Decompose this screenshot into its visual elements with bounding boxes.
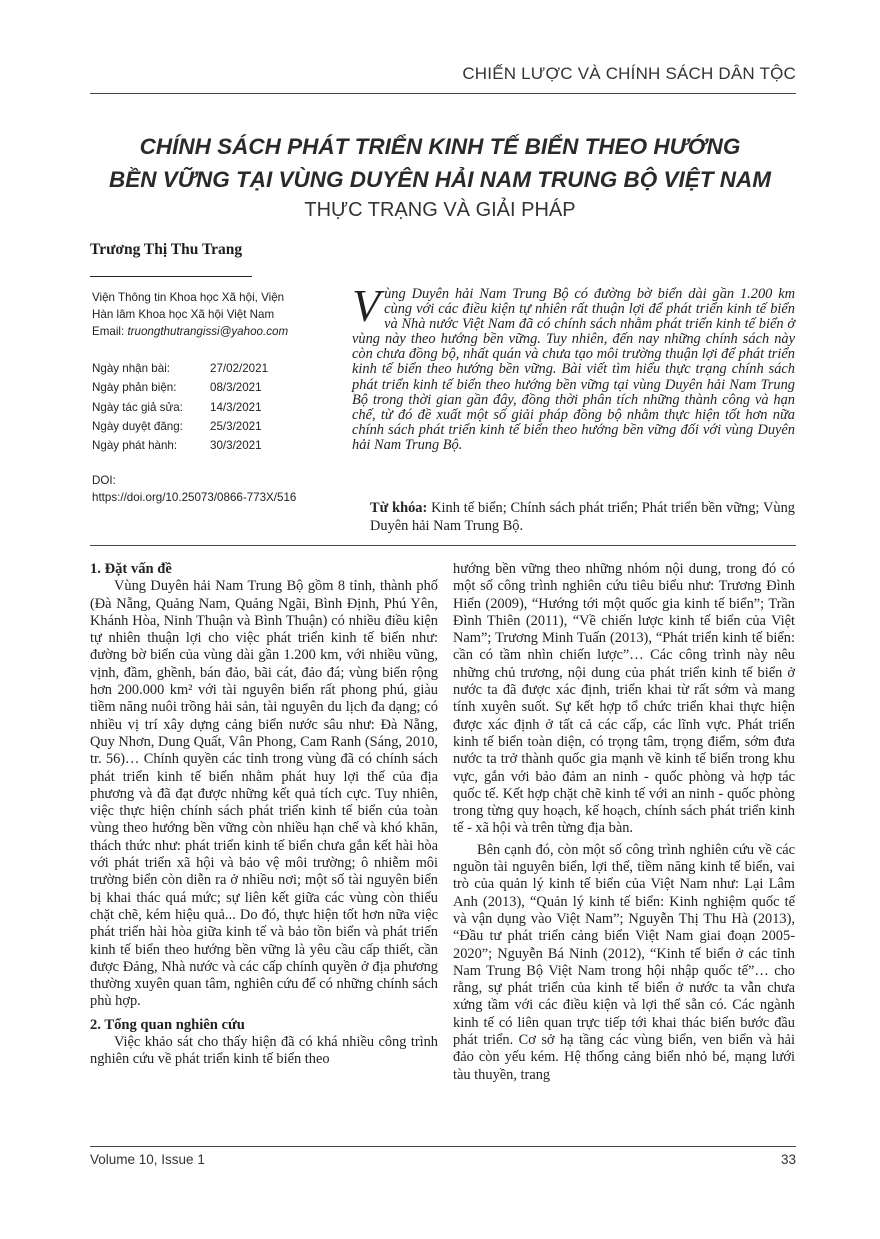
email-value[interactable]: truongthutrangissi@yahoo.com xyxy=(127,325,289,339)
abstract xyxy=(352,280,795,453)
author-divider xyxy=(90,276,252,277)
doi-link[interactable]: https://doi.org/10.25073/0866-773X/516 xyxy=(92,491,297,504)
page-number: 33 xyxy=(780,1152,796,1167)
date-label: Ngày duyệt đăng: xyxy=(92,419,183,433)
section-2-paragraph-2: Bên cạnh đó, còn một số công trình nghiên cứu về các nguồn tài nguyên biển, lợi thế, tiềm năng kinh tế biển, vai trò của quản lý kinh tế biển của Việt Nam như: Lại Lâm Anh (2013), “Quản lý kinh tế biển: Kinh nghiệm quốc tế và vận dụng vào Việt Nam”; Nguyễn Thị Thu Hà (2013), “Đầu tư phát triển cảng biển Việt Nam giai đoạn 2005-2020”; Nguyễn Bá Ninh (2012), “Kinh tế biển ở các tỉnh Nam Trung Bộ Việt Nam trong hội nhập quốc tế”… cho rằng, sự phát triển của kinh tế biển ở nước ta vẫn chưa xứng tầm với các điều kiện và lợi thế sẵn có. Các ngành kinh tế có liên quan trực tiếp tới khai thác biển bước đầu phát triển. Cơ sở hạ tầng các vùng biển, ven biển và hải đảo còn yếu kém. Hệ thống cảng biển nhỏ bé, mạng lưới tàu thuyền, trang xyxy=(453,841,795,1083)
date-row xyxy=(92,378,342,397)
affiliation-line-2: Hàn lâm Khoa học Xã hội Việt Nam xyxy=(92,308,275,322)
section-header: CHIẾN LƯỢC VÀ CHÍNH SÁCH DÂN TỘC xyxy=(462,64,796,83)
email-label: Email: xyxy=(92,325,125,339)
header-divider xyxy=(90,93,796,94)
keywords xyxy=(370,500,795,535)
section-1-heading: 1. Đặt vấn đề xyxy=(90,561,172,577)
keywords-text: Kinh tế biển; Chính sách phát triển; Phát triển bền vững; Vùng Duyên hải Nam Trung Bộ. xyxy=(370,500,795,534)
affiliation-line-1: Viện Thông tin Khoa học Xã hội, Viện xyxy=(92,291,285,304)
keywords-label: Từ khóa: xyxy=(370,500,428,516)
date-row xyxy=(92,417,342,436)
date-row xyxy=(92,359,342,378)
body-column-left xyxy=(90,561,438,1069)
date-row xyxy=(92,398,342,417)
abstract-dropcap: V xyxy=(352,280,381,331)
date-row xyxy=(92,436,342,455)
date-value: 25/3/2021 xyxy=(210,419,262,433)
date-value: 14/3/2021 xyxy=(210,400,262,414)
date-label: Ngày phản biện: xyxy=(92,381,177,395)
author-name: Trương Thị Thu Trang xyxy=(90,241,243,258)
title-line-1: CHÍNH SÁCH PHÁT TRIỂN KINH TẾ BIỂN THEO HƯỚNG xyxy=(139,134,741,159)
article-dates xyxy=(92,359,342,455)
author-email xyxy=(92,323,342,340)
section-2-heading: 2. Tổng quan nghiên cứu xyxy=(90,1016,245,1033)
article-title xyxy=(60,130,820,196)
date-label: Ngày phát hành: xyxy=(92,439,178,453)
footer-volume: Volume 10, Issue 1 xyxy=(90,1152,205,1167)
article-subtitle: THỰC TRẠNG VÀ GIẢI PHÁP xyxy=(304,199,576,221)
date-label: Ngày tác giả sửa: xyxy=(92,400,183,414)
body-divider xyxy=(90,545,796,546)
section-2-paragraph-continued: hướng bền vững theo những nhóm nội dung, trong đó có một số công trình nghiên cứu tiêu biểu như: Trương Đình Hiển (2009), “Hướng tới một quốc gia kinh tế biển”; Trần Đình Thiên (2011), “Về chiến lược kinh tế biển của Việt Nam”; Trương Minh Tuấn (2013), “Phát triển kinh tế biển: cần có tầm nhìn chiến lược”… Các công trình này nêu những chủ trương, nội dung của phát triển kinh tế biển ở nước ta đã được xác định, triển khai từ rất sớm và mang tính xuyên suốt. Sự kết hợp tổ chức triển khai thực hiện được xác định ở tất cả các cấp, các lĩnh vực. Phát triển kinh tế biển toàn diện, có trọng tâm, trọng điểm, sớm đưa nước ta trở thành quốc gia mạnh về kinh tế biển trong khu vực, gắn với bảo đảm an ninh - quốc phòng và hợp tác quốc tế. Kết hợp chặt chẽ kinh tế với an ninh - quốc phòng trong từng quy hoạch, kế hoạch, chính sách phát triển kinh tế - xã hội và trên từng địa bàn. xyxy=(453,561,795,837)
section-2-paragraph: Việc khảo sát cho thấy hiện đã có khá nhiều công trình nghiên cứu về phát triển kinh tế biển theo xyxy=(90,1034,438,1068)
date-value: 27/02/2021 xyxy=(210,362,269,375)
date-value: 08/3/2021 xyxy=(210,381,262,395)
affiliation xyxy=(92,289,342,341)
doi-block xyxy=(92,472,352,506)
date-value: 30/3/2021 xyxy=(210,439,262,453)
date-label: Ngày nhận bài: xyxy=(92,362,170,375)
abstract-text: ùng Duyên hải Nam Trung Bộ có đường bờ biển dài gần 1.200 km cùng với các điều kiện tự nhiên rất thuận lợi để phát triển kinh tế biển và Nhà nước Việt Nam đã có chính sách nhằm phát triển kinh tế biển ở vùng này theo hướng bền vững. Tuy nhiên, đến nay những chính sách này còn chưa đồng bộ, nhất quán và chưa tạo môi trường thuận lợi để phát triển kinh tế biển theo hướng bền vững. Bài viết tìm hiểu thực trạng chính sách phát triển kinh tế biển theo hướng bền vững tại vùng Duyên hải Nam Trung Bộ trong thời gian gần đây, đồng thời phân tích những thành công và hạn chế, từ đó đề xuất một số giải pháp đồng bộ nhằm thực hiện tốt hơn nữa chính sách phát triển kinh tế biển theo hướng bền vững đối với vùng Duyên hải Nam Trung Bộ. xyxy=(352,286,795,453)
doi-label: DOI: xyxy=(92,474,116,487)
body-column-right xyxy=(453,561,795,1084)
section-1-paragraph: Vùng Duyên hải Nam Trung Bộ gồm 8 tỉnh, thành phố (Đà Nẵng, Quảng Nam, Quảng Ngãi, Bình Định, Phú Yên, Khánh Hòa, Ninh Thuận và Bình Thuận) có nhiều điều kiện tự nhiên thuận lợi cho việc phát triển kinh tế biển như: đường bờ biển của vùng dài gần 1.200 km, với nhiều vũng, vịnh, đầm, ghềnh, bán đảo, bãi cát, đảo đá; vùng biển rộng hơn 200.000 km² với tài nguyên biển rất phong phú, giàu tiềm năng nuôi trồng hải sản, tài nguyên du lịch đa dạng; có nhiều vị trí xây dựng cảng biển nước sâu như: Đà Nẵng, Quy Nhơn, Dung Quất, Vân Phong, Cam Ranh (Sáng, 2010, tr. 56)… Chính quyền các tỉnh trong vùng đã có chính sách phát triển kinh tế biển nhằm phát huy lợi thế của địa phương và đã đạt được những kết quả tích cực. Tuy nhiên, việc thực hiện chính sách phát triển kinh tế biển của toàn vùng theo hướng bền vững còn nhiều hạn chế và khó khăn, thách thức như: phát triển kinh tế biển chưa gắn kết hài hòa với phát triển xã hội và bảo vệ môi trường; ô nhiễm môi trường biển còn diễn ra ở nhiều nơi; một số tài nguyên biển bị khai thác quá mức; sự liên kết giữa các vùng còn thiếu chặt chẽ, kém hiệu quả... Do đó, thực hiện tốt hơn nữa việc phát triển hài hòa giữa kinh tế và bảo tồn biển và phát triển kinh tế biển theo hướng bền vững là yêu cầu cấp thiết, cần được Đảng, Nhà nước và các cấp chính quyền ở địa phương thường xuyên quan tâm, nghiên cứu để có những chính sách phù hợp. xyxy=(90,578,438,1010)
footer-divider xyxy=(90,1146,796,1147)
title-line-2: BỀN VỮNG TẠI VÙNG DUYÊN HẢI NAM TRUNG BỘ VIỆT NAM xyxy=(109,167,771,192)
